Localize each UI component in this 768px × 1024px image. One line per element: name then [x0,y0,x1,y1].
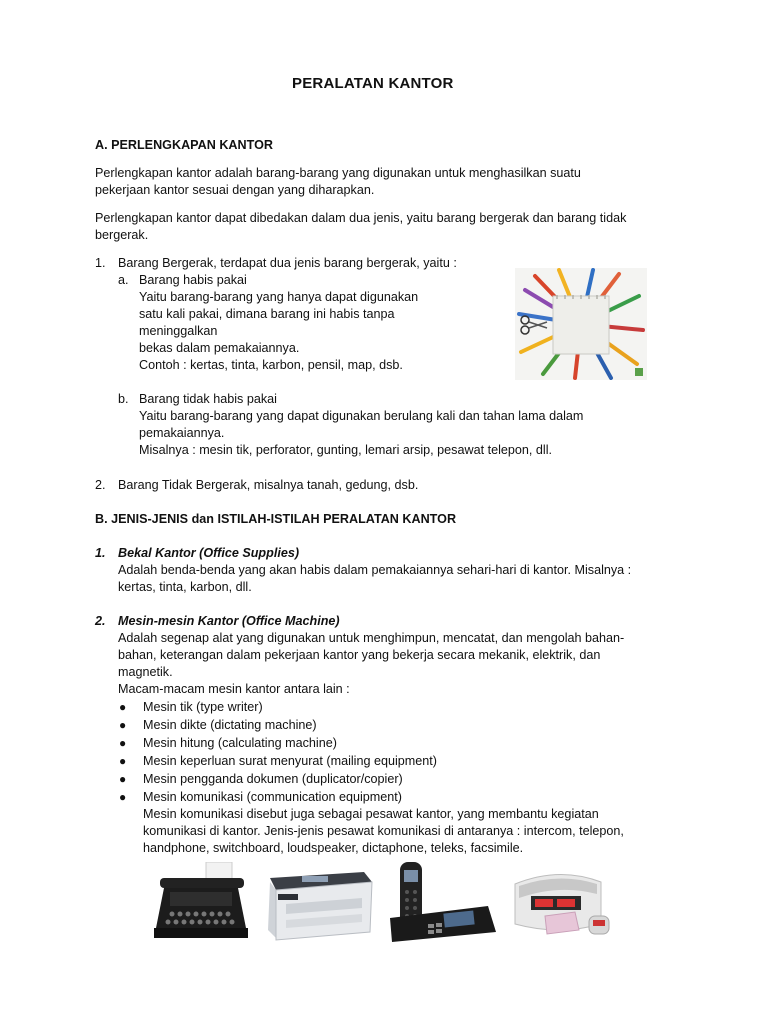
section-a-para1-line1: Perlengkapan kantor adalah barang-barang yang digunakan untuk menghasilkan suatu [95,166,581,180]
sb-item1-number: 1. [95,546,106,560]
bullet-item: Mesin keperluan surat menyurat (mailing equipment) [143,754,437,768]
item1a-line: Contoh : kertas, tinta, karbon, pensil, map, dsb. [139,358,403,372]
item2-number: 2. [95,478,106,492]
sb-item2-number: 2. [95,614,106,628]
item1-number: 1. [95,256,106,270]
telephone-image [384,858,498,944]
item1b-line: pemakaiannya. [139,426,225,440]
item1b-line: Yaitu barang-barang yang dapat digunakan berulang kali dan tahan lama dalam [139,409,584,423]
item1a-line: Yaitu barang-barang yang hanya dapat digunakan [139,290,419,304]
item1-text: Barang Bergerak, terdapat dua jenis barang bergerak, yaitu : [118,256,457,270]
section-a-heading: A. PERLENGKAPAN KANTOR [95,138,273,152]
typewriter-image [150,862,252,942]
bullet-dot-icon: ● [119,736,127,750]
bullet-item: Mesin pengganda dokumen (duplicator/copier) [143,772,403,786]
sb-item1-line: kertas, tinta, karbon, dll. [118,580,252,594]
sb-item2-line: bahan, keterangan dalam pekerjaan kantor yang bekerja secara mekanik, elektrik, dan [118,648,601,662]
item1a-line: bekas dalam pemakaiannya. [139,341,300,355]
item1b-line: Misalnya : mesin tik, perforator, gunting, lemari arsip, pesawat telepon, dll. [139,443,552,457]
section-a-para1-line2: pekerjaan kantor sesuai dengan yang diharapkan. [95,183,375,197]
bullet-item: Mesin hitung (calculating machine) [143,736,337,750]
section-a-para2-line1: Perlengkapan kantor dapat dibedakan dalam dua jenis, yaitu barang bergerak dan barang tidak [95,211,627,225]
sb-item2-line: Adalah segenap alat yang digunakan untuk menghimpun, mencatat, dan mengolah bahan- [118,631,625,645]
item1b-letter: b. [118,392,129,406]
item1a-letter: a. [118,273,129,287]
item1a-line: satu kali pakai, dimana barang ini habis tanpa [139,307,395,321]
bullet-dot-icon: ● [119,700,127,714]
section-b-heading: B. JENIS-JENIS dan ISTILAH-ISTILAH PERALATAN KANTOR [95,512,457,526]
sb-item2-line: Macam-macam mesin kantor antara lain : [118,682,350,696]
section-a-para2-line2: bergerak. [95,228,149,242]
bullet-item: Mesin tik (type writer) [143,700,263,714]
office-supplies-image [515,268,647,380]
item1a-title: Barang habis pakai [139,273,247,287]
bullet-dot-icon: ● [119,790,127,804]
comm-line: handphone, switchboard, loudspeaker, dictaphone, teleks, facsimile. [143,841,524,855]
item2-text: Barang Tidak Bergerak, misalnya tanah, gedung, dsb. [118,478,419,492]
copier-image [262,860,376,944]
sb-item2-title: Mesin-mesin Kantor (Office Machine) [118,614,340,628]
item1b-title: Barang tidak habis pakai [139,392,277,406]
bullet-item: Mesin komunikasi (communication equipment) [143,790,402,804]
sb-item1-line: Adalah benda-benda yang akan habis dalam pemakaiannya sehari-hari di kantor. Misalnya : [118,563,632,577]
sb-item2-line: magnetik. [118,665,173,679]
page-title: PERALATAN KANTOR [292,75,454,92]
money-counter-image [505,862,615,944]
bullet-dot-icon: ● [119,772,127,786]
comm-line: komunikasi di kantor. Jenis-jenis pesawat komunikasi di antaranya : intercom, telepon, [143,824,624,838]
comm-line: Mesin komunikasi disebut juga sebagai pesawat kantor, yang membantu kegiatan [143,807,599,821]
sb-item1-title: Bekal Kantor (Office Supplies) [118,546,300,560]
bullet-dot-icon: ● [119,754,127,768]
bullet-dot-icon: ● [119,718,127,732]
bullet-item: Mesin dikte (dictating machine) [143,718,317,732]
item1a-line: meninggalkan [139,324,218,338]
